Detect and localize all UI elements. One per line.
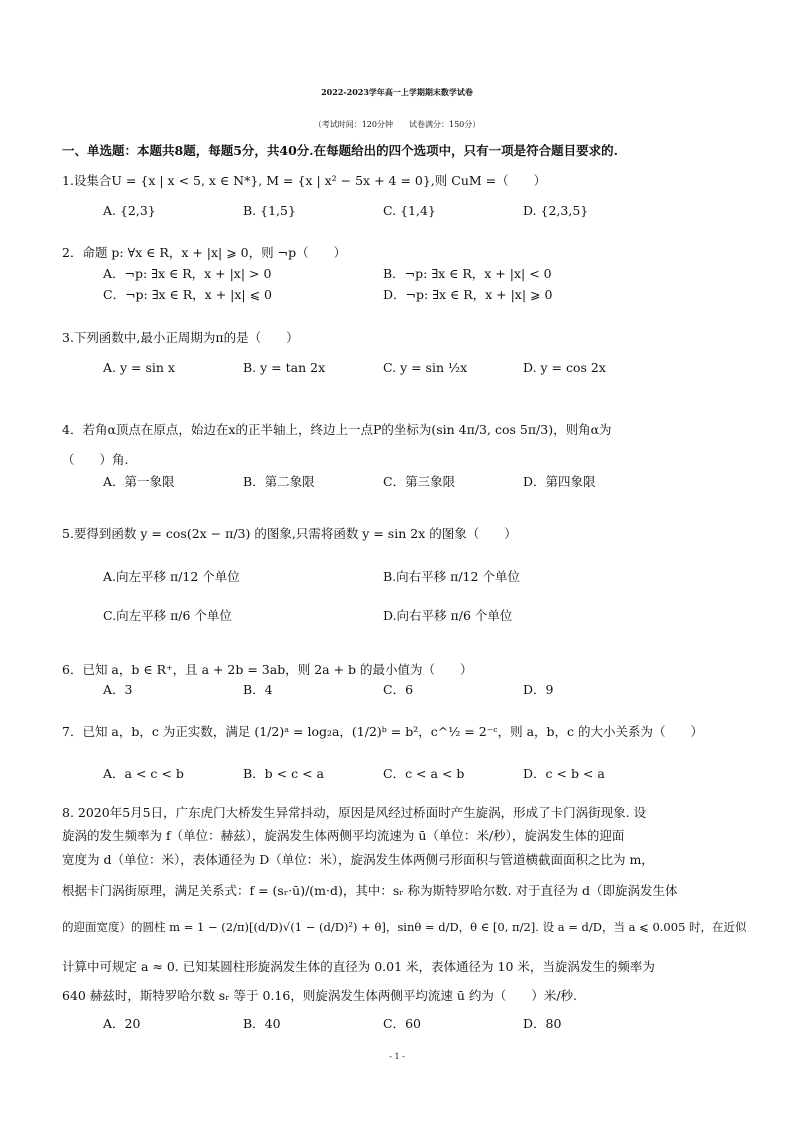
question-4-stem: 4．若角α顶点在原点，始边在x的正半轴上，终边上一点P的坐标为(sin 4π/3, cos 5π/3)，则角α为 <box>62 422 612 437</box>
q4-option-d: D．第四象限 <box>523 474 596 489</box>
q4-option-c: C．第三象限 <box>383 474 456 489</box>
q7-option-c: C．c < a < b <box>383 766 465 781</box>
q5-option-c: C.向左平移 π/6 个单位 <box>103 608 232 623</box>
page-number: - 1 - <box>389 1052 405 1061</box>
exam-info: （考试时间：120分钟 试卷满分：150分） <box>313 120 481 129</box>
q1-option-a: A. {2,3} <box>103 203 156 218</box>
question-8-line-5: 的迎面宽度）的圆柱 m = 1 − (2/π)[(d/D)√(1 − (d/D)²) + θ]，sinθ = d/D，θ ∈ [0, π/2]. 设 a = d/D，当 a ⩽ 0.005 时，在近似 <box>62 920 747 934</box>
question-1-stem: 1.设集合U = {x | x < 5, x ∈ N*}, M = {x | x² − 5x + 4 = 0},则 CuM =（ ） <box>62 173 547 188</box>
q2-option-d: D．¬p: ∃x ∈ R，x + |x| ⩾ 0 <box>383 287 553 302</box>
q3-option-c: C. y = sin ½x <box>383 360 468 375</box>
q2-option-a: A．¬p: ∃x ∈ R，x + |x| > 0 <box>103 266 272 281</box>
q3-option-a: A. y = sin x <box>103 360 175 375</box>
q2-option-c: C．¬p: ∃x ∈ R，x + |x| ⩽ 0 <box>103 287 272 302</box>
q1-option-c: C. {1,4} <box>383 203 436 218</box>
page-title: 2022-2023学年高一上学期期末数学试卷 <box>321 87 473 97</box>
q1-option-b: B. {1,5} <box>243 203 296 218</box>
q7-option-a: A．a < c < b <box>103 766 184 781</box>
q8-option-b: B．40 <box>243 1016 281 1031</box>
q5-option-a: A.向左平移 π/12 个单位 <box>103 569 240 584</box>
question-8-line-1: 8. 2020年5月5日，广东虎门大桥发生异常抖动，原因是风经过桥面时产生旋涡，形成了卡门涡街现象. 设 <box>62 805 647 820</box>
question-8-line-4: 根据卡门涡街原理，满足关系式：f = (sᵣ·ū)/(m·d)，其中：sᵣ 称为斯特罗哈尔数. 对于直径为 d（即旋涡发生体 <box>62 883 678 898</box>
q6-option-d: D．9 <box>523 682 554 697</box>
section-heading: 一、单选题：本题共8题，每题5分，共40分.在每题给出的四个选项中，只有一项是符合题目要求的. <box>62 143 618 158</box>
question-4-stem-cont: （ ）角. <box>62 452 129 467</box>
q8-option-a: A．20 <box>103 1016 141 1031</box>
q8-option-c: C．60 <box>383 1016 421 1031</box>
question-8-line-6: 计算中可规定 a ≈ 0. 已知某圆柱形旋涡发生体的直径为 0.01 米，表体通径为 10 米，当旋涡发生的频率为 <box>62 959 655 974</box>
q7-option-d: D．c < b < a <box>523 766 605 781</box>
q6-option-c: C．6 <box>383 682 414 697</box>
q3-option-b: B. y = tan 2x <box>243 360 326 375</box>
q7-option-b: B．b < c < a <box>243 766 324 781</box>
q5-option-b: B.向右平移 π/12 个单位 <box>383 569 520 584</box>
q5-option-d: D.向右平移 π/6 个单位 <box>383 608 513 623</box>
question-8-line-2: 旋涡的发生频率为 f（单位：赫兹），旋涡发生体两侧平均流速为 ū（单位：米/秒），旋涡发生体的迎面 <box>62 828 625 843</box>
question-8-line-3: 宽度为 d（单位：米），表体通径为 D（单位：米），旋涡发生体两侧弓形面积与管道横截面面积之比为 m， <box>62 852 654 867</box>
q4-option-b: B．第二象限 <box>243 474 315 489</box>
question-5-stem: 5.要得到函数 y = cos(2x − π/3) 的图象,只需将函数 y = sin 2x 的图象（ ） <box>62 526 517 541</box>
q4-option-a: A．第一象限 <box>103 474 175 489</box>
q3-option-d: D. y = cos 2x <box>523 360 606 375</box>
q1-option-d: D. {2,3,5} <box>523 203 589 218</box>
question-6-stem: 6．已知 a，b ∈ R⁺，且 a + 2b = 3ab，则 2a + b 的最小值为（ ） <box>62 662 473 677</box>
question-3-stem: 3.下列函数中,最小正周期为π的是（ ） <box>62 330 299 345</box>
question-7-stem: 7．已知 a，b，c 为正实数，满足 (1/2)ᵃ = log₂a，(1/2)ᵇ = b²，c^½ = 2⁻ᶜ，则 a，b，c 的大小关系为（ ） <box>62 724 704 739</box>
q6-option-b: B．4 <box>243 682 273 697</box>
q2-option-b: B．¬p: ∃x ∈ R，x + |x| < 0 <box>383 266 552 281</box>
q6-option-a: A．3 <box>103 682 133 697</box>
question-2-stem: 2．命题 p: ∀x ∈ R，x + |x| ⩾ 0，则 ¬p（ ） <box>62 245 347 260</box>
question-8-line-7: 640 赫兹时，斯特罗哈尔数 sᵣ 等于 0.16，则旋涡发生体两侧平均流速 ū 约为（ ）米/秒. <box>62 988 578 1003</box>
q8-option-d: D．80 <box>523 1016 562 1031</box>
